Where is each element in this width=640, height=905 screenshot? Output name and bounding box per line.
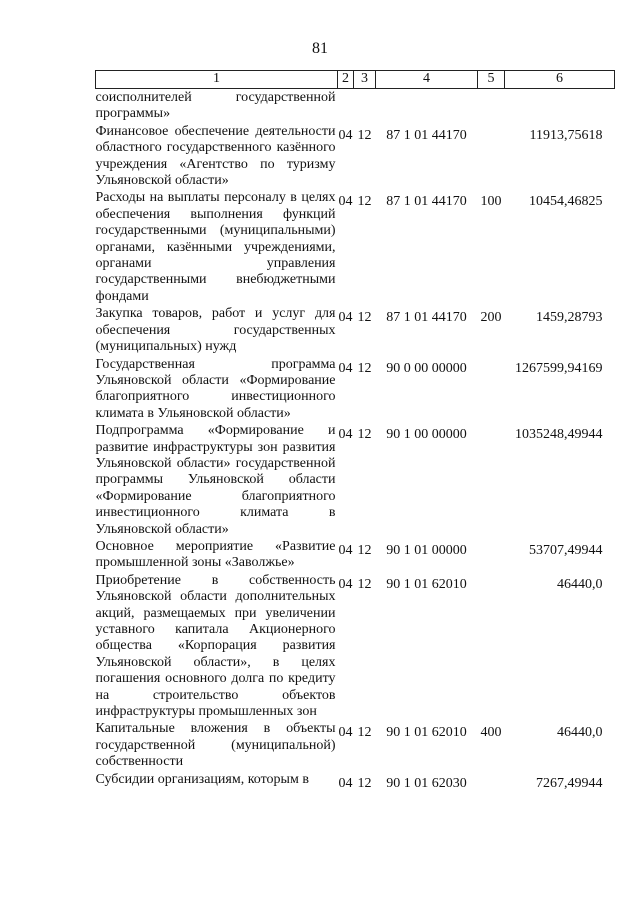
header-col-1: 1	[96, 71, 338, 89]
row-amount	[505, 89, 615, 123]
row-subsection: 12	[357, 127, 372, 143]
header-col-3: 3	[354, 71, 376, 89]
row-target-article: 90 1 01 00000	[386, 542, 467, 558]
row-subsection: 12	[357, 576, 372, 592]
row-amount: 7267,49944	[536, 775, 603, 791]
row-expense-type	[478, 538, 505, 572]
row-target-article: 90 1 01 62010	[386, 725, 467, 741]
table-row	[96, 422, 615, 538]
table-row	[96, 538, 615, 572]
row-amount: 1267599,94169	[515, 360, 603, 376]
row-expense-type	[478, 89, 505, 123]
table-row	[96, 720, 615, 770]
page-number: 81	[312, 40, 328, 57]
row-amount: 11913,75618	[529, 127, 603, 143]
table-row	[96, 89, 615, 123]
row-expense-type: 100	[480, 194, 502, 210]
row-subsection: 12	[357, 360, 372, 376]
row-section: 04	[338, 194, 353, 210]
row-section: 04	[338, 576, 353, 592]
row-subsection: 12	[357, 427, 372, 443]
row-description: Расходы на выплаты персоналу в целях обеспечения выполнения функций государственными (муниципальными) органами, казёнными учреждениями, органами управления государственными внебюджетными фондами	[95, 190, 336, 304]
row-expense-type	[478, 123, 505, 190]
row-target-article: 90 0 00 00000	[386, 360, 467, 376]
row-section: 04	[338, 127, 353, 143]
header-col-5: 5	[478, 71, 505, 89]
table-row	[96, 123, 615, 190]
row-amount: 1035248,49944	[515, 427, 603, 443]
row-expense-type	[478, 771, 505, 792]
row-section: 04	[338, 310, 353, 326]
row-amount: 10454,46825	[529, 194, 603, 210]
row-target-article	[376, 89, 478, 123]
row-description: Приобретение в собственность Ульяновской области дополнительных акций, размещаемых при увеличении уставного капитала Акционерного общества «Корпорация развития Ульяновской области», в целях погашения основного долга по кредиту на строительство объектов инфраструктуры промышленных зон	[95, 572, 336, 720]
row-target-article: 90 1 01 62010	[386, 576, 467, 592]
row-description: Капитальные вложения в объекты государственной (муниципальной) собственности	[95, 721, 336, 770]
row-section: 04	[338, 427, 353, 443]
row-target-article: 90 1 00 00000	[386, 427, 467, 443]
row-description: Закупка товаров, работ и услуг для обеспечения государственных (муниципальных) нужд	[95, 306, 336, 355]
budget-table	[95, 70, 615, 792]
row-section: 04	[338, 775, 353, 791]
row-target-article: 90 1 01 62030	[386, 775, 467, 791]
row-section: 04	[338, 725, 353, 741]
row-amount: 46440,0	[557, 576, 603, 592]
header-col-2: 2	[338, 71, 354, 89]
header-col-6: 6	[505, 71, 615, 89]
row-amount: 53707,49944	[529, 542, 603, 558]
row-subsection: 12	[357, 194, 372, 210]
table-row	[96, 305, 615, 355]
row-description: Основное мероприятие «Развитие промышленной зоны «Заволжье»	[95, 538, 336, 571]
row-description: соисполнителей государственной программы»	[95, 90, 336, 122]
row-description: Финансовое обеспечение деятельности областного государственного казённого учреждения «Агентство по туризму Ульяновской области»	[95, 123, 336, 189]
row-section	[338, 89, 354, 123]
table-row	[96, 572, 615, 721]
row-subsection: 12	[357, 775, 372, 791]
row-target-article: 87 1 01 44170	[386, 127, 467, 143]
table-row	[96, 771, 615, 792]
row-description: Подпрограмма «Формирование и развитие инфраструктуры зон развития Ульяновской области» государственной программы Ульяновской области «Формирование благоприятного инвестиционного климата в Ульяновской области»	[95, 423, 336, 537]
row-subsection	[354, 89, 376, 123]
row-expense-type	[478, 356, 505, 423]
row-section: 04	[338, 360, 353, 376]
row-description: Государственная программа Ульяновской области «Формирование благоприятного инвестиционного климата в Ульяновской области»	[95, 356, 336, 421]
row-target-article: 87 1 01 44170	[386, 194, 467, 210]
row-subsection: 12	[357, 725, 372, 741]
row-subsection: 12	[357, 310, 372, 326]
row-expense-type: 200	[480, 310, 502, 326]
row-section: 04	[338, 542, 353, 558]
header-col-4: 4	[376, 71, 478, 89]
table-row	[96, 356, 615, 423]
table-row	[96, 189, 615, 305]
row-target-article: 87 1 01 44170	[386, 310, 467, 326]
row-amount: 46440,0	[557, 725, 603, 741]
row-amount: 1459,28793	[536, 310, 603, 326]
row-expense-type: 400	[480, 725, 502, 741]
table-header-row	[96, 71, 615, 89]
row-expense-type	[478, 422, 505, 538]
row-expense-type	[478, 572, 505, 721]
row-subsection: 12	[357, 542, 372, 558]
row-description: Субсидии организациям, которым в	[95, 771, 309, 787]
